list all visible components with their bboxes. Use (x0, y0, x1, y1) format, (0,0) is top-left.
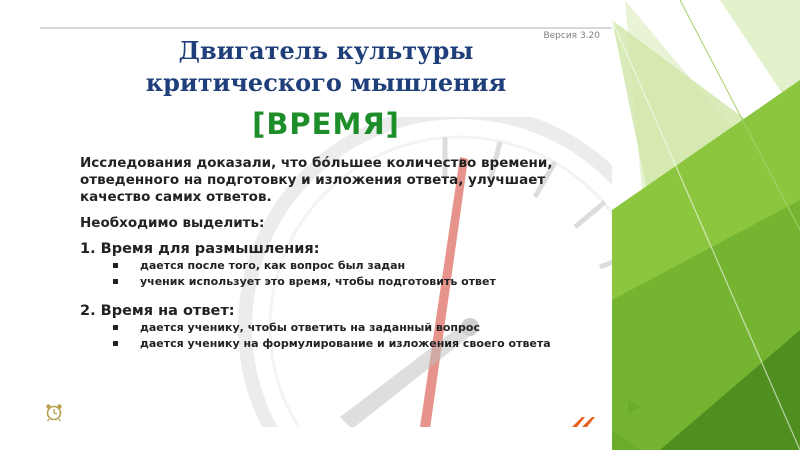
play-arrow-icon[interactable] (626, 399, 642, 415)
section-thinking-time (80, 241, 580, 289)
slide-top-rule (40, 27, 612, 29)
bullet-item: ученик использует это время, чтобы подготовить ответ (110, 275, 580, 289)
section-answer-time (80, 303, 580, 351)
slide-title (40, 35, 612, 99)
need-highlight-label: Необходимо выделить: (80, 215, 265, 231)
logo-mark-icon (568, 415, 598, 427)
slide-body (80, 155, 580, 353)
slide-subtitle: [ВРЕМЯ] (252, 107, 400, 141)
slide-content (40, 27, 612, 427)
bullet-item: дается ученику, чтобы ответить на заданный вопрос (110, 321, 580, 335)
section-1-title: 1. Время для размышления: (80, 241, 320, 257)
title-line-1: Двигатель культуры (178, 36, 474, 65)
intro-paragraph: Исследования доказали, что бóльшее количество времени, отведенного на подготовку и изложения ответа, улучшает качество самих ответов. (80, 155, 553, 205)
section-2-title: 2. Время на ответ: (80, 303, 235, 319)
section-2-bullets (80, 321, 580, 351)
section-1-bullets (80, 259, 580, 289)
alarm-clock-icon (44, 402, 64, 422)
title-line-2: критического мышления (145, 68, 507, 97)
bullet-item: дается ученику на формулирование и изложения своего ответа (110, 337, 580, 351)
version-label: Версия 3.20 (543, 31, 600, 41)
bullet-item: дается после того, как вопрос был задан (110, 259, 580, 273)
